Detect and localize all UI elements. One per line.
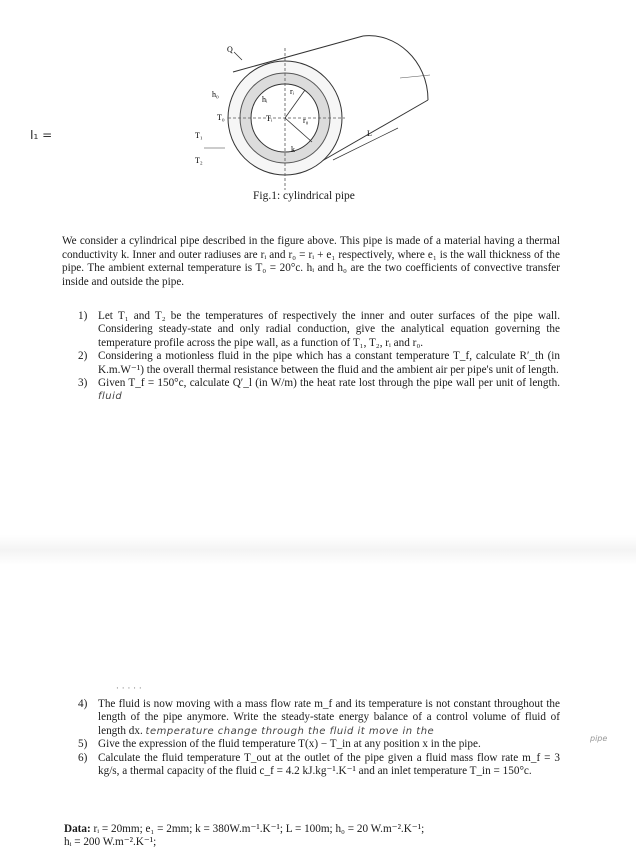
hi-label: hᵢ [262,95,268,104]
data-block [64,823,574,850]
question-number: 4) [78,698,88,710]
heat-flow-arrow [234,52,242,60]
data-line-2: hᵢ = 200 W.m⁻².K⁻¹; [64,836,157,849]
pipe-far-edge-tick [400,75,430,78]
question-2 [74,350,560,377]
page-break-band [0,535,636,565]
data-line-1: rᵢ = 20mm; e₁ = 2mm; k = 380W.m⁻¹.K⁻¹; L = 100m; h₀ = 20 W.m⁻².K⁻¹; [93,823,425,835]
ho-label: h₀ [212,90,219,99]
data-label: Data: [64,823,91,835]
handwritten-margin-right: pipe [590,734,608,743]
question-number: 2) [78,350,88,363]
question-number: 6) [78,751,88,764]
t2-label: T₂ [195,156,203,165]
question-text: Considering a motionless fluid in the pipe which has a constant temperature T_f, calculate R′_th (in K.m.W⁻¹) the overall thermal resistance between the fluid and the ambient air per pipe's unit of length. [98,350,560,376]
ri-label: rᵢ [290,87,294,96]
question-1 [74,310,560,350]
handwritten-annotation: temperature change through the fluid it move in the [145,725,435,737]
question-text: The fluid is now moving with a mass flow rate m_f and its temperature is not constant throughout the length of the pipe anymore. Write the steady-state energy balance of a control volume of fluid of length dx. [98,698,560,737]
scan-mark: · · · · · [116,684,142,694]
l-label: L [367,129,372,138]
question-number: 1) [78,310,88,322]
question-5 [74,738,560,751]
cylindrical-pipe-figure [0,30,636,210]
question-3 [74,377,560,404]
questions-part1 [74,310,560,404]
to-label: T₀ [217,113,225,122]
question-text: Let T₁ and T₂ be the temperatures of respectively the inner and outer surfaces of the pipe wall. Considering steady-state and only radial conduction, give the analytical equation governing the temperature profile across the pipe wall, as a function of T₁, T₂, rᵢ and r₀. [98,310,560,349]
question-text: Calculate the fluid temperature T_out at the outlet of the pipe given a fluid mass flow rate m_f = 3 kg/s, a thermal capacity of the fluid c_f = 4.2 kJ.kg⁻¹.K⁻¹ and an inlet temperature T_in = 150°c. [98,751,560,778]
k-label: k [291,145,295,154]
question-number: 5) [78,738,88,751]
question-6 [74,752,560,779]
question-text: Given T_f = 150°c, calculate Q′_l (in W/m) the heat rate lost through the pipe wall per unit of length. [98,377,560,390]
handwritten-margin-note: I₁ = [30,128,53,142]
figure-caption: Fig.1: cylindrical pipe [253,190,355,202]
intro-paragraph: We consider a cylindrical pipe described in the figure above. This pipe is made of a material having a thermal conductivity k. Inner and outer radiuses are rᵢ and r₀ = rᵢ + e₁ respectively, where e₁ is the wall thickness of the pipe. The ambient external temperature is T₀ = 20°c. hᵢ and h₀ are the two coefficients of convective transfer inside and outside the pipe. [62,235,560,288]
length-dimension-line [333,128,398,160]
handwritten-annotation: fluid [98,391,123,403]
q-label: Q [227,45,233,54]
ti-label: Tᵢ [266,114,273,123]
question-text: Give the expression of the fluid temperature T(x) − T_in at any position x in the pipe. [98,738,481,751]
question-number: 3) [78,377,88,390]
question-4 [74,698,560,738]
t1-label: T₁ [195,131,203,140]
questions-part2 [74,698,560,778]
ro-label: r₀ [303,116,309,125]
